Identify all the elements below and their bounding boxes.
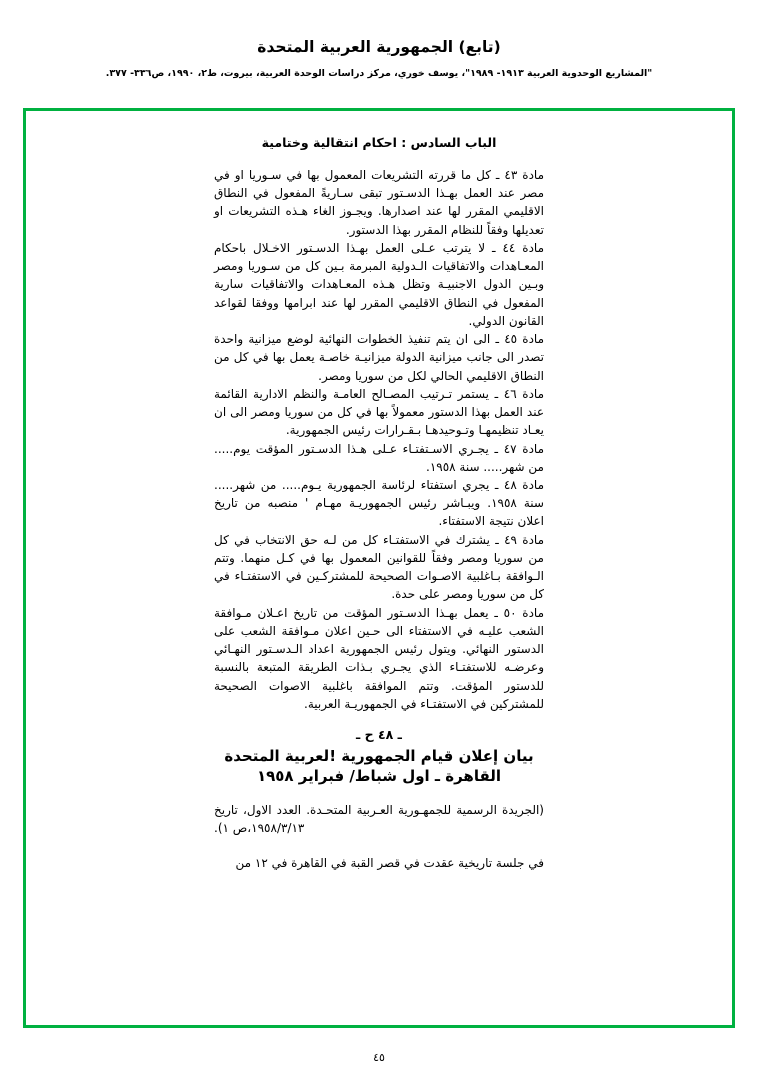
source-citation: "المشاريع الوحدوية العربية ١٩١٣- ١٩٨٩"، يوسف خوري، مركز دراسات الوحدة العربية، بيروت، ط٢، ١٩٩٠، ص٣٣٦- ٣٧٧. xyxy=(105,67,653,79)
article-49: مادة ٤٩ ـ يشترك في الاستفتـاء كل من لـه حق الانتخاب في كل من سوريا ومصر وفقاً للقوانين المعمول بها في كـل منهما. وتتم الـوافقة بـاغلبية الاصـوات الصحيحة للمشتركـين في الاستفتـاء في كل من سوريا ومصر على حدة. xyxy=(214,532,545,602)
article-45: مادة ٤٥ ـ الى ان يتم تنفيذ الخطوات النهائية لوضع ميزانية واحدة تصدر الى جانب ميزانية الدولة ميزانيـة خاصـة يعمل بها في كل من النطاق الاقليمي الحالي لكل من سوريا ومصر. xyxy=(214,332,544,383)
declaration-separator: ـ ٤٨ ح ـ xyxy=(356,727,402,743)
content-frame xyxy=(23,108,735,1028)
article-47: مادة ٤٧ ـ يجـري الاسـتفتـاء عـلى هـذا الدسـتور المؤقت يوم..... من شهر..... سنة ١٩٥٨. xyxy=(214,441,545,474)
articles-body xyxy=(214,166,544,713)
article-48: مادة ٤٨ ـ يجري استفتاء لرئاسة الجمهورية يـوم..... من شهر..... سنة ١٩٥٨. ويبـاشر رئيس الجمهوريـة مهـام ' منصبه من تاريخ اعلان نتيجة الاستفتاء. xyxy=(214,477,544,529)
tail-paragraph: في جلسة تاريخية عقدت في قصر القبة في القاهرة في ١٢ من xyxy=(235,855,544,870)
article-50: مادة ٥٠ ـ يعمل بهـذا الدسـتور المؤقت من تاريخ اعـلان مـوافقة الشعب عليـه في الاستفتاء الى حـين اعلان مـوافقة الشعب على الدستور النهائي. ويتول رئيس الجمهورية اعداد الـدسـتور النهـائي وعرضـه للاستفتـاء الذي يجـري بـذات الطريقة المتبعة بالنسبة للدستور المؤقت. وتتم الموافقة باغلبية الاصوات الصحيحة للمشتركين في الاستفتـاء في الجمهوريـة العربية. xyxy=(214,605,545,711)
section-heading: الباب السادس : احكام انتقالية وختامية xyxy=(261,135,497,150)
declaration-place-date: القاهرة ـ اول شباط/ فبراير ١٩٥٨ xyxy=(256,767,502,786)
declaration-title: بيان إعلان قيام الجمهورية !لعربية المتحدة xyxy=(224,747,534,766)
article-44: مادة ٤٤ ـ لا يترتب عـلى العمل بهـذا الدسـتور الاخـلال باحكام المعـاهدات والاتفاقيات الـدولية المبرمة بـين كل من سـوريا ومصر وبـين الدول الاجنبيـة وتظل هـذه المعـاهدات والاتفاقيات سارية المفعول في النطاق الاقليمي المقرر لها عند ابرامها ووفقا لقواعد القانون الدولي. xyxy=(214,240,544,328)
page-title: (تابع) الجمهورية العربية المتحدة xyxy=(257,38,501,56)
article-46: مادة ٤٦ ـ يستمر تـرتيب المصـالح العامـة والنظم الادارية القائمة عند العمل بهذا الدستور معمولاً بها في كل من سوريا ومصر الى ان يعـاد تنظيمهـا وتـوحيدهـا بـقـرارات رئيس الجمهورية. xyxy=(214,386,544,438)
page-number: ٤٥ xyxy=(373,1051,385,1064)
content-frame-inner xyxy=(26,111,732,1025)
official-gazette-citation: (الجريدة الرسمية للجمهـورية العـربية المتحـدة. العدد الاول، تاريخ ١٩٥٨/٣/١٣،ص ١). xyxy=(214,802,544,836)
declaration-block xyxy=(214,727,544,787)
document-header xyxy=(0,0,758,80)
article-43: مادة ٤٣ ـ كل ما قررته التشريعات المعمول بها في سـوريا او في مصر عند العمل بهـذا الدسـتور تبقى سـاريةً المفعول في النطاق الاقليمي المقرر لها عند اصدارها. ويجـوز الغاء هـذه التشريعات او تعديلها وفقاً للنظام المقرر بهذا الدستور. xyxy=(214,168,544,237)
